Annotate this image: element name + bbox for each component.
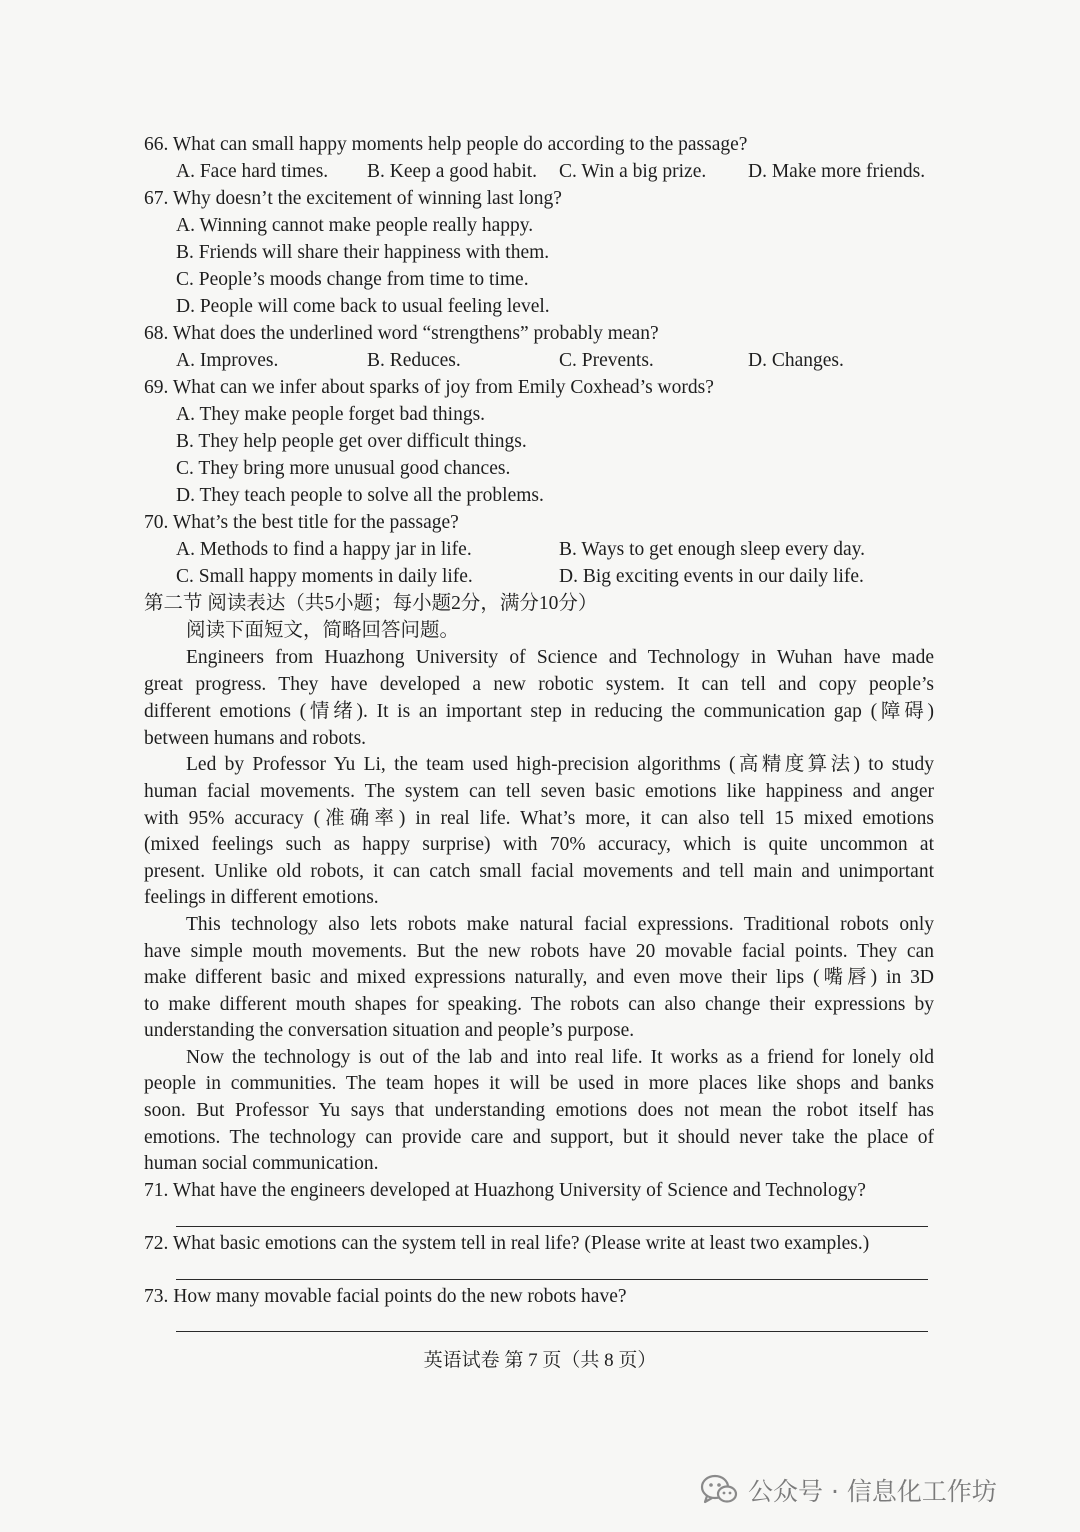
q66-option-c: C. Win a big prize.	[559, 161, 707, 182]
answer-line-71[interactable]	[176, 1226, 928, 1227]
passage-line: feelings in different emotions.	[144, 887, 379, 908]
q67-option-c: C. People’s moods change from time to time.	[176, 269, 529, 290]
passage-line: Now the technology is out of the lab and into real life. It works as a friend for lonely old	[186, 1047, 934, 1068]
passage-line: make different basic and mixed expressions naturally, and even move their lips (嘴唇) in 3D	[144, 967, 934, 988]
wechat-icon	[700, 1473, 738, 1507]
passage-line: human facial movements. The system can tell seven basic emotions like happiness and anger	[144, 781, 934, 802]
passage-line: great progress. They have developed a new robotic system. It can tell and copy people’s	[144, 674, 934, 695]
q70-option-d: D. Big exciting events in our daily life.	[559, 566, 864, 587]
passage-line: Engineers from Huazhong University of Science and Technology in Wuhan have made	[186, 647, 934, 668]
section-heading: 第二节 阅读表达（共5小题；每小题2分，满分10分）	[144, 593, 598, 614]
question-69-stem: 69. What can we infer about sparks of joy from Emily Coxhead’s words?	[144, 377, 714, 398]
passage-line: understanding the conversation situation and people’s purpose.	[144, 1020, 635, 1041]
passage-line: have simple mouth movements. But the new robots have 20 movable facial points. They can	[144, 941, 934, 962]
q70-option-c: C. Small happy moments in daily life.	[176, 566, 473, 587]
question-68-stem: 68. What does the underlined word “strengthens” probably mean?	[144, 323, 659, 344]
passage-line: between humans and robots.	[144, 728, 367, 749]
q68-option-d: D. Changes.	[748, 350, 844, 371]
passage-line: present. Unlike old robots, it can catch small facial movements and tell main and unimportant	[144, 861, 934, 882]
question-66-stem: 66. What can small happy moments help people do according to the passage?	[144, 134, 748, 155]
passage-line: soon. But Professor Yu says that understanding emotions does not mean the robot itself has	[144, 1100, 934, 1121]
question-67-stem: 67. Why doesn’t the excitement of winning last long?	[144, 188, 562, 209]
q67-option-d: D. People will come back to usual feeling level.	[176, 296, 550, 317]
passage-line: different emotions (情绪). It is an important step in reducing the communication gap (障碍)	[144, 701, 934, 722]
q69-option-a: A. They make people forget bad things.	[176, 404, 486, 425]
watermark	[700, 1470, 997, 1510]
passage-line: This technology also lets robots make natural facial expressions. Traditional robots only	[186, 914, 934, 935]
answer-line-73[interactable]	[176, 1331, 928, 1332]
passage-line: human social communication.	[144, 1153, 379, 1174]
q69-option-b: B. They help people get over difficult things.	[176, 431, 527, 452]
q69-option-d: D. They teach people to solve all the problems.	[176, 485, 544, 506]
passage-line: Led by Professor Yu Li, the team used high-precision algorithms (高精度算法) to study	[186, 754, 934, 775]
passage-line: people in communities. The team hopes it will be used in more places like shops and banks	[144, 1073, 934, 1094]
q70-option-a: A. Methods to find a happy jar in life.	[176, 539, 472, 560]
question-70-stem: 70. What’s the best title for the passage?	[144, 512, 459, 533]
passage-line: (mixed feelings such as happy surprise) with 70% accuracy, which is quite uncommon at	[144, 834, 934, 855]
q66-option-a: A. Face hard times.	[176, 161, 329, 182]
q66-option-d: D. Make more friends.	[748, 161, 926, 182]
q67-option-a: A. Winning cannot make people really happy.	[176, 215, 534, 236]
q67-option-b: B. Friends will share their happiness with them.	[176, 242, 550, 263]
q70-option-b: B. Ways to get enough sleep every day.	[559, 539, 866, 560]
q68-option-c: C. Prevents.	[559, 350, 654, 371]
question-72: 72. What basic emotions can the system tell in real life? (Please write at least two examples.)	[144, 1233, 870, 1254]
passage-line: to make different mouth shapes for speaking. The robots can also change their expressions by	[144, 994, 934, 1015]
q68-option-b: B. Reduces.	[367, 350, 461, 371]
passage-line: emotions. The technology can provide care and support, but it should never take the place of	[144, 1127, 934, 1148]
q69-option-c: C. They bring more unusual good chances.	[176, 458, 511, 479]
q68-option-a: A. Improves.	[176, 350, 279, 371]
section-instruction: 阅读下面短文，简略回答问题。	[186, 620, 460, 641]
q66-option-b: B. Keep a good habit.	[367, 161, 538, 182]
question-71: 71. What have the engineers developed at Huazhong University of Science and Technology?	[144, 1180, 866, 1201]
watermark-text: 公众号 · 信息化工作坊	[748, 1477, 997, 1506]
question-73: 73. How many movable facial points do the new robots have?	[144, 1286, 627, 1307]
page-footer: 英语试卷 第 7 页（共 8 页）	[423, 1350, 657, 1371]
passage-line: with 95% accuracy (准确率) in real life. What’s more, it can also tell 15 mixed emotions	[144, 808, 934, 829]
answer-line-72[interactable]	[176, 1279, 928, 1280]
